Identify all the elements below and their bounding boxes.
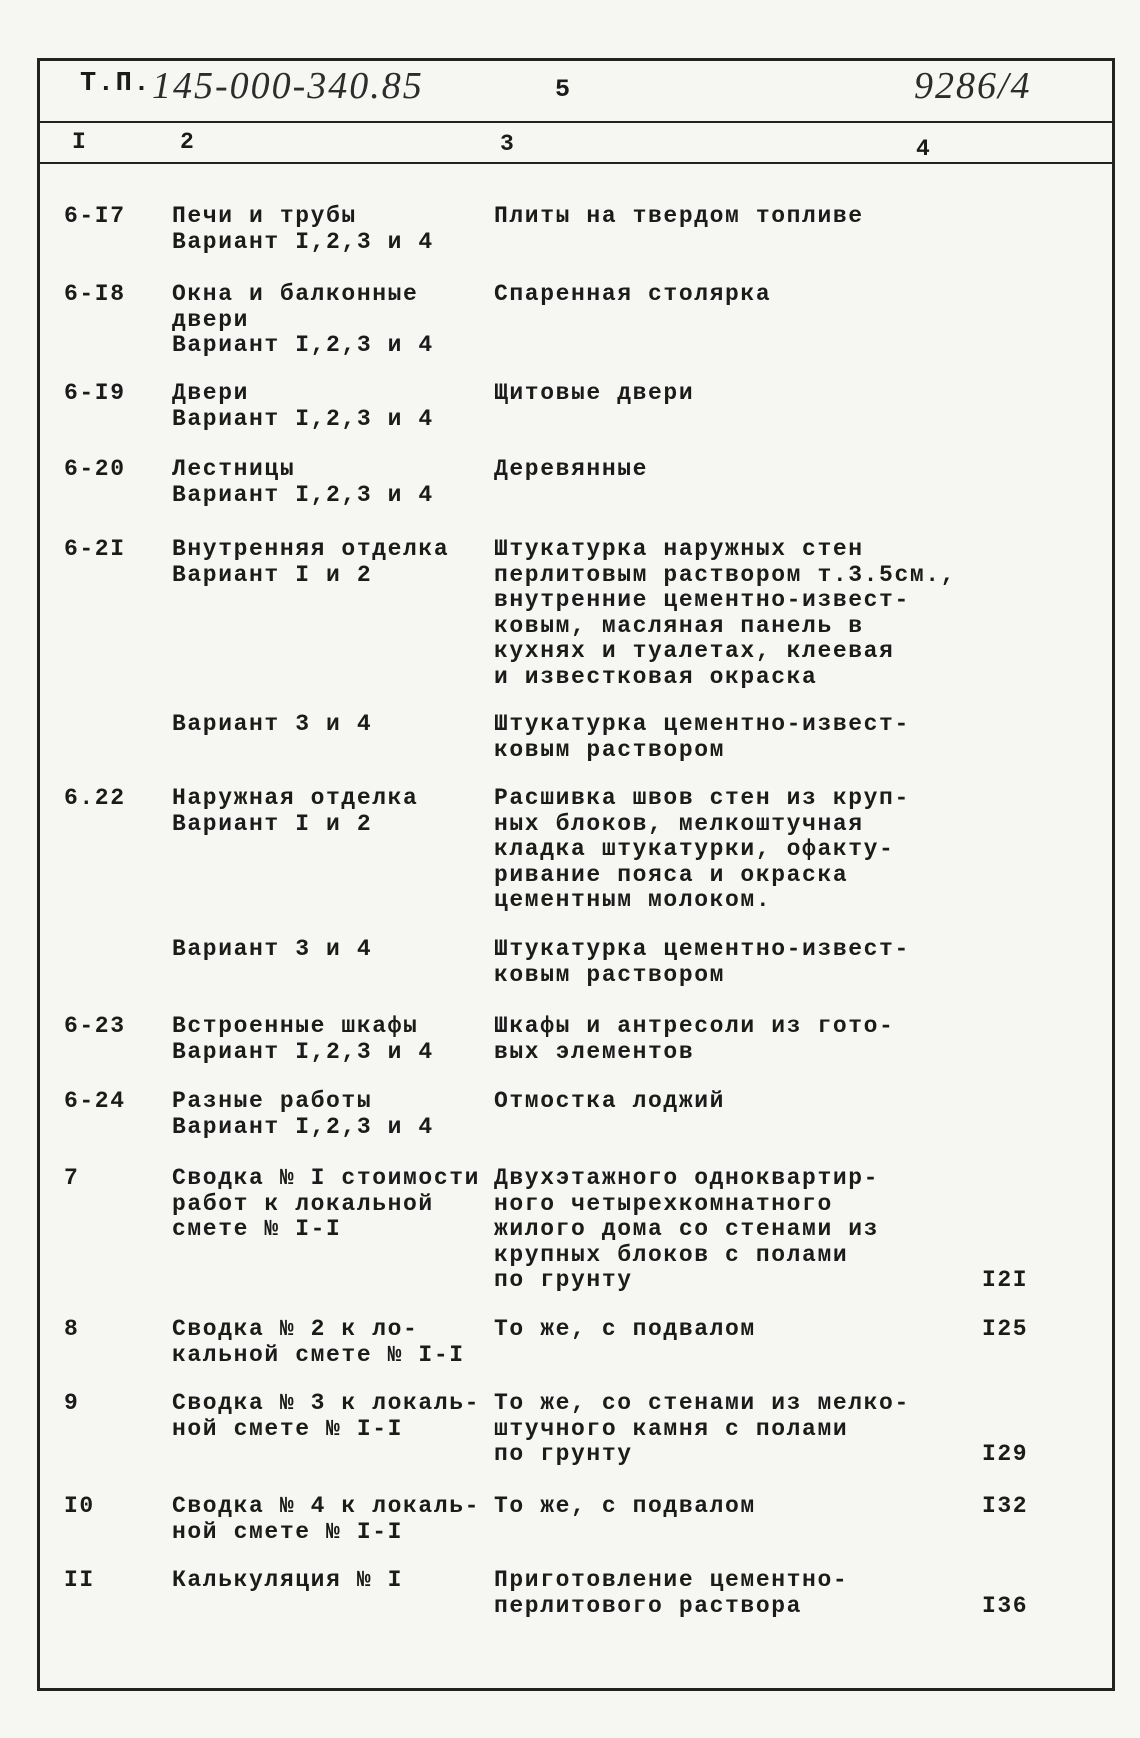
work-name-line: кальной смете № I-I	[172, 1341, 465, 1368]
row-number: 6-24	[64, 1088, 126, 1114]
work-name-line: Вариант I,2,3 и 4	[172, 228, 434, 255]
work-description-line: Приготовление цементно-	[494, 1567, 849, 1593]
work-description-line: ных блоков, мелкоштучная	[494, 810, 864, 837]
work-name	[172, 204, 434, 255]
work-description-line: Спаренная столярка	[494, 281, 772, 307]
row-number: I0	[64, 1493, 95, 1519]
work-description-line: штучного камня с полами	[494, 1415, 849, 1442]
work-description-line: То же, с подвалом	[494, 1493, 756, 1519]
row-number: 8	[64, 1316, 80, 1342]
work-description-line: Двухэтажного одноквартир-	[494, 1165, 880, 1191]
page-reference: I32	[982, 1493, 1029, 1519]
column-header-4: 4	[916, 136, 932, 162]
work-name	[172, 1568, 403, 1594]
page-reference: I29	[982, 1441, 1029, 1467]
work-description	[494, 937, 910, 988]
row-number: 6-I7	[64, 203, 126, 229]
work-description-line: кладка штукатурки, офакту-	[494, 836, 895, 862]
column-header-1: I	[72, 129, 88, 155]
row-number: 9	[64, 1390, 80, 1416]
work-description-line: Штукатурка цементно-извест-	[494, 936, 910, 962]
work-name-line: ной смете № I-I	[172, 1518, 404, 1545]
work-description-line: Шкафы и антресоли из гото-	[494, 1013, 895, 1039]
work-name	[172, 937, 372, 963]
work-name	[172, 1166, 480, 1243]
document-prefix: Т.П.	[80, 69, 152, 99]
sheet-code: 9286/4	[914, 65, 1032, 107]
work-name	[172, 457, 434, 508]
work-name	[172, 1089, 434, 1140]
work-name	[172, 1317, 465, 1368]
work-description-line: Расшивка швов стен из круп-	[494, 785, 910, 811]
header-divider	[37, 121, 1115, 123]
work-name-line: Сводка № I стоимости	[172, 1165, 481, 1191]
work-name	[172, 282, 434, 359]
work-name-line: Вариант I,2,3 и 4	[172, 1113, 434, 1140]
work-name-line: Калькуляция № I	[172, 1567, 404, 1593]
work-name-line: смете № I-I	[172, 1216, 342, 1242]
work-description	[494, 1166, 879, 1294]
work-name-line: Вариант 3 и 4	[172, 711, 373, 737]
row-number: 6-I8	[64, 281, 126, 307]
work-name-line: Печи и трубы	[172, 203, 357, 229]
work-description	[494, 381, 694, 407]
work-name-line: Сводка № 2 к ло-	[172, 1316, 419, 1342]
work-name-line: Наружная отделка	[172, 785, 419, 811]
work-description	[494, 1494, 756, 1520]
work-description-line: Плиты на твердом топливе	[494, 203, 864, 229]
page-reference: I2I	[982, 1267, 1029, 1293]
work-description-line: цементным молоком.	[494, 887, 772, 913]
row-number: 6-20	[64, 456, 126, 482]
work-description-line: Штукатурка наружных стен	[494, 536, 864, 562]
work-name-line: Окна и балконные	[172, 281, 419, 307]
work-name-line: Встроенные шкафы	[172, 1013, 419, 1039]
row-number: 6.22	[64, 785, 126, 811]
work-description	[494, 1391, 910, 1468]
work-name	[172, 537, 449, 588]
work-description	[494, 282, 771, 308]
work-description-line: крупных блоков с полами	[494, 1241, 849, 1268]
work-name	[172, 1391, 480, 1442]
row-number: 7	[64, 1165, 80, 1191]
work-description-line: Отмостка лоджий	[494, 1088, 726, 1114]
work-name	[172, 786, 418, 837]
work-description-line: перлитовым раствором т.3.5см.,	[494, 561, 957, 588]
work-description-line: ривание пояса и окраска	[494, 861, 849, 888]
work-name-line: ной смете № I-I	[172, 1415, 404, 1442]
work-description-line: Штукатурка цементно-извест-	[494, 711, 910, 737]
work-description-line: перлитового раствора	[494, 1592, 803, 1619]
work-name	[172, 1014, 434, 1065]
work-description-line: жилого дома со стенами из	[494, 1216, 880, 1242]
column-header-3: 3	[500, 131, 516, 157]
work-description	[494, 1317, 756, 1343]
work-name-line: Внутренняя отделка	[172, 536, 450, 562]
work-description	[494, 457, 648, 483]
work-name-line: Лестницы	[172, 456, 296, 482]
work-name-line: Вариант I,2,3 и 4	[172, 481, 434, 508]
work-description-line: и известковая окраска	[494, 663, 818, 690]
page-reference: I25	[982, 1316, 1029, 1342]
work-description-line: ного четырехкомнатного	[494, 1190, 833, 1217]
work-description-line: кухнях и туалетах, клеевая	[494, 638, 895, 664]
work-description-line: Щитовые двери	[494, 380, 695, 406]
work-name-line: Вариант 3 и 4	[172, 936, 373, 962]
work-name-line: Двери	[172, 380, 250, 406]
work-description-line: То же, со стенами из мелко-	[494, 1390, 910, 1416]
work-name-line: Разные работы	[172, 1088, 373, 1114]
page-reference: I36	[982, 1592, 1029, 1619]
row-number: 6-I9	[64, 380, 126, 406]
row-number: 6-2I	[64, 536, 126, 562]
work-name-line: Сводка № 3 к локаль-	[172, 1390, 481, 1416]
column-header-2: 2	[180, 129, 196, 155]
work-description-line: внутренние цементно-извест-	[494, 587, 910, 613]
row-number: 6-23	[64, 1013, 126, 1039]
work-name	[172, 381, 434, 432]
work-description	[494, 1089, 725, 1115]
work-description-line: Деревянные	[494, 456, 649, 482]
work-description	[494, 537, 956, 690]
page-number: 5	[555, 75, 572, 104]
work-name-line: работ к локальной	[172, 1190, 434, 1217]
work-name-line: Вариант I,2,3 и 4	[172, 405, 434, 432]
work-name-line: двери	[172, 306, 250, 333]
work-name-line: Вариант I,2,3 и 4	[172, 1038, 434, 1065]
work-description-line: вых элементов	[494, 1038, 695, 1065]
work-description-line: ковым раствором	[494, 736, 726, 763]
work-name	[172, 1494, 480, 1545]
work-description-line: То же, с подвалом	[494, 1316, 756, 1342]
row-number: II	[64, 1567, 95, 1593]
work-description	[494, 712, 910, 763]
work-description	[494, 786, 910, 914]
work-description	[494, 204, 864, 230]
work-name-line: Вариант I,2,3 и 4	[172, 332, 434, 358]
work-description	[494, 1014, 894, 1065]
work-name-line: Сводка № 4 к локаль-	[172, 1493, 481, 1519]
work-name-line: Вариант I и 2	[172, 561, 373, 588]
project-code: 145-000-340.85	[152, 65, 424, 107]
work-description-line: ковым раствором	[494, 961, 726, 988]
work-description-line: ковым, масляная панель в	[494, 612, 864, 639]
column-header-divider	[37, 162, 1115, 164]
work-description-line: по грунту	[494, 1441, 633, 1467]
work-description	[494, 1568, 848, 1619]
work-name	[172, 712, 372, 738]
work-name-line: Вариант I и 2	[172, 810, 373, 837]
work-description-line: по грунту	[494, 1267, 633, 1293]
